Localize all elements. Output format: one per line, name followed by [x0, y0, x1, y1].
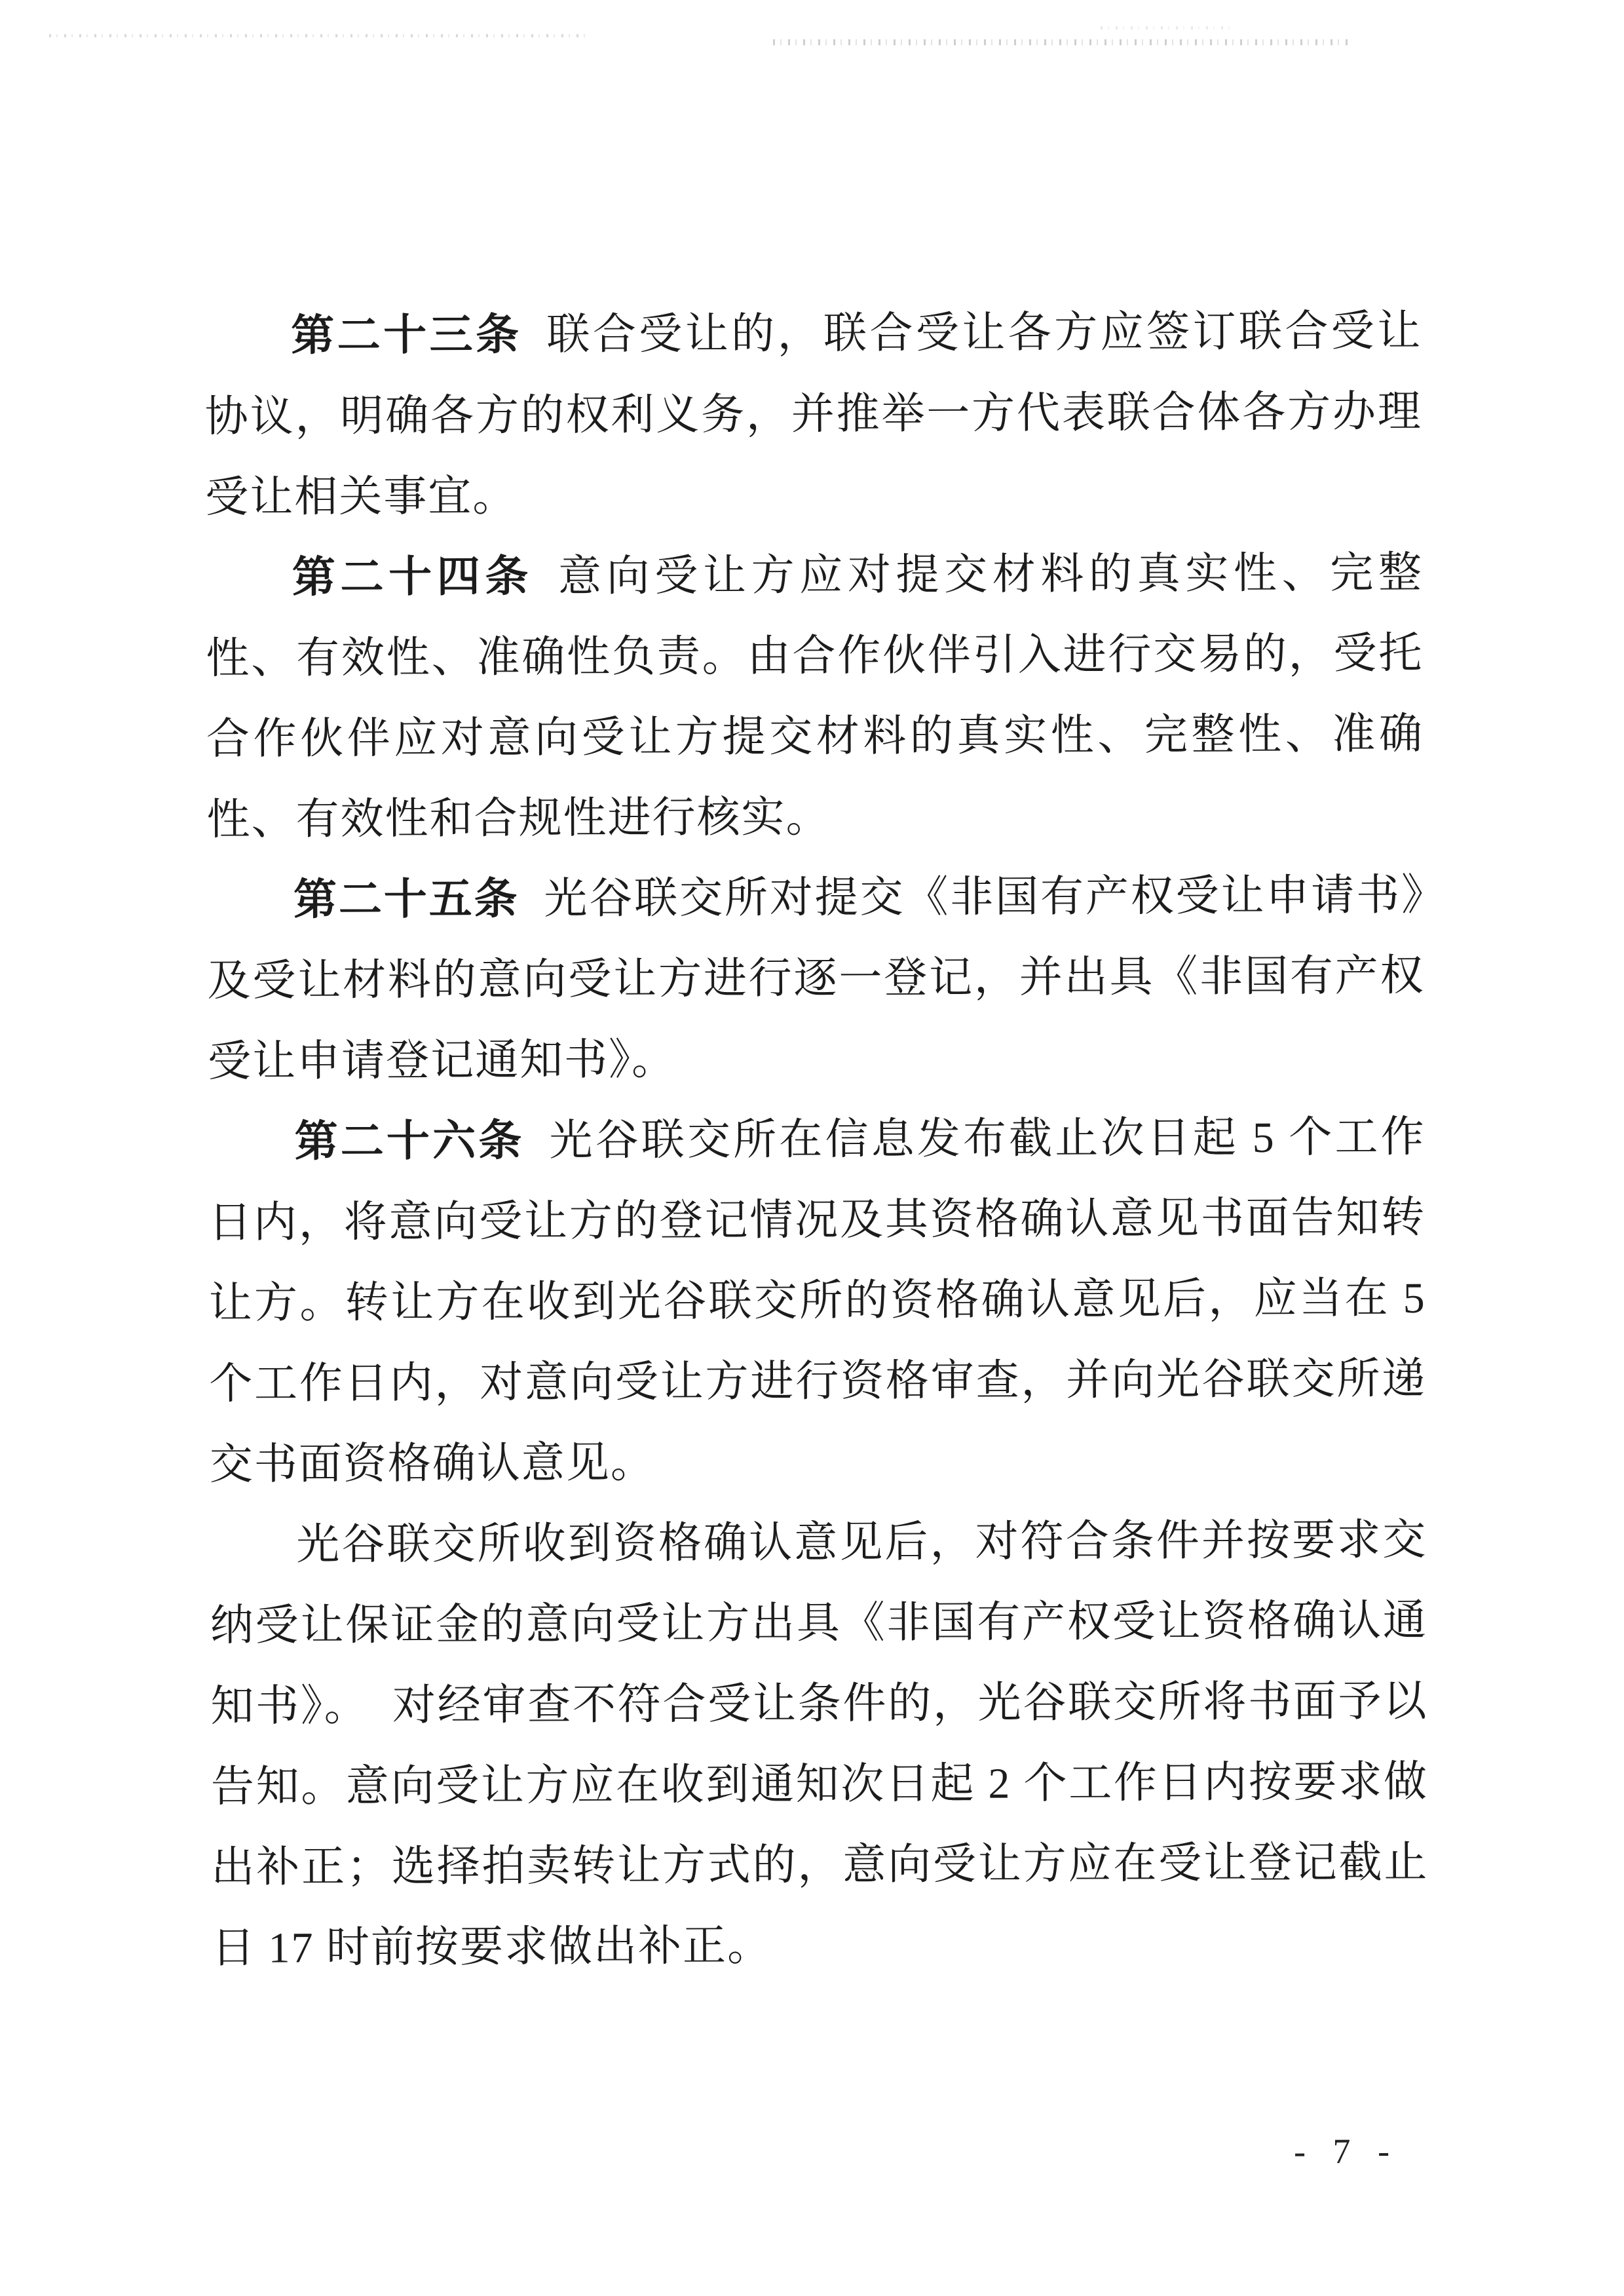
- paragraph-article-26-continuation: [210, 1500, 1429, 1989]
- paragraph-article-25: [207, 855, 1426, 1102]
- scan-noise-top-left: [49, 34, 586, 37]
- scan-noise-top-right: [773, 39, 1350, 45]
- document-body: [204, 291, 1429, 1989]
- scan-noise-top-far-right: [1101, 26, 1232, 29]
- paragraph-article-26: [208, 1097, 1427, 1505]
- article-23-text: 联合受让的，联合受让各方应签订联合受让协议，明确各方的权利义务，并推举一方代表联合体各方办理受让相关事宜。: [204, 307, 1422, 522]
- article-26-text: 光谷联交所在信息发布截止次日起 5 个工作日内，将意向受让方的登记情况及其资格确认意见书面告知转让方。转让方在收到光谷联交所的资格确认意见后，应当在 5 个工作日内，对意向受让方进行资格审查，并向光谷联交所递交书面资格确认意见。: [208, 1113, 1427, 1489]
- article-25-heading: 第二十五条: [293, 875, 519, 925]
- article-24-text: 意向受让方应对提交材料的真实性、完整性、有效性、准确性负责。由合作伙伴引入进行交易的，受托合作伙伴应对意向受让方提交材料的真实性、完整性、准确性、有效性和合规性进行核实。: [206, 548, 1424, 844]
- paragraph-article-23: [204, 291, 1423, 538]
- article-24-heading: 第二十四条: [292, 552, 534, 602]
- paragraph-article-24: [206, 533, 1424, 860]
- article-25-text: 光谷联交所对提交《非国有产权受让申请书》及受让材料的意向受让方进行逐一登记，并出具《非国有产权受让申请登记通知书》。: [207, 871, 1425, 1086]
- article-23-heading: 第二十三条: [291, 311, 522, 360]
- continuation-text: 光谷联交所收到资格确认意见后，对符合条件并按要求交纳受让保证金的意向受让方出具《非国有产权受让资格确认通知书》。 对经审查不符合受让条件的，光谷联交所将书面予以告知。意向受让方应在收到通知次日起 2 个工作日内按要求做出补正；选择拍卖转让方式的，意向受让方应在受让登记截止日 17 时前按要求做出补正。: [210, 1516, 1429, 1972]
- page-number: - 7 -: [1293, 2131, 1399, 2172]
- article-26-heading: 第二十六条: [294, 1117, 525, 1166]
